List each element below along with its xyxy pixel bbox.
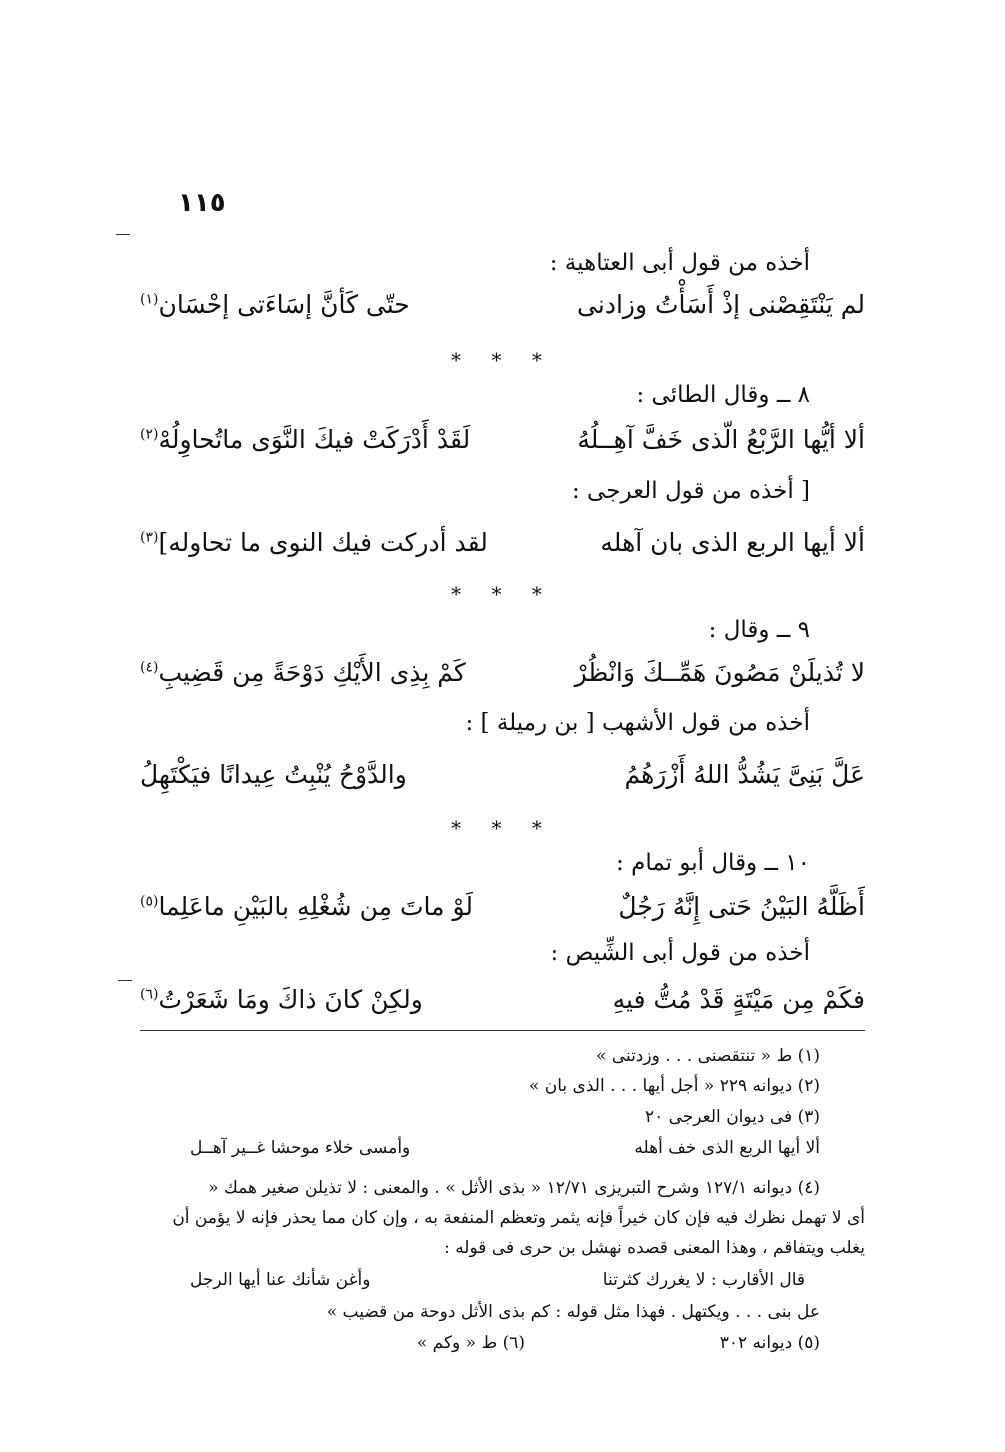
verse xyxy=(140,760,865,789)
verse-first-hemistich: فكَمْ مِن مَيْتَةٍ قَدْ مُتُّ فيهِ xyxy=(612,985,865,1014)
verse-second-hemistich xyxy=(140,425,470,454)
hemistich-text: لقد أدركت فيك النوى ما تحاوله] xyxy=(158,528,488,557)
section-heading: ١٠ ــ وقال أبو تمام : xyxy=(616,850,810,876)
footnote-3: (٣) فى ديوان العرجى ٢٠ xyxy=(644,1107,820,1127)
verse-first-hemistich: ألا أيُّها الرَّبْعُ الّذى خَفَّ آهِــلُهُ xyxy=(577,425,865,454)
section-separator: * * * xyxy=(451,816,554,840)
verse-first-hemistich: لم يَنْتَقِصْنى إذْ أَسَأْتُ وزادنى xyxy=(577,290,865,319)
footnote-1: (١) ط « تنتقصنى . . . وزدتنى » xyxy=(595,1046,820,1066)
hemistich-text: كَمْ بِذِى الأَيْكِ دَوْحَةً مِن قَضِيبِ xyxy=(158,658,466,687)
hemistich-text: لَوْ ماتَ مِن شُغْلِهِ بالبَيْنِ ماعَلِما xyxy=(158,892,473,921)
footnote-4-continued: عل بنى . . . ويكتهل . فهذا مثل قوله : كم بذى الأثل دوحة من قضيب » xyxy=(326,1302,820,1322)
verse xyxy=(140,425,865,454)
section-heading: ٨ ــ وقال الطائى : xyxy=(636,382,810,408)
footnote-rule xyxy=(140,1030,865,1031)
margin-mark xyxy=(116,234,130,235)
footnote-4-continued: يغلب ويتفاقم ، وهذا المعنى قصده نهشل بن حرى فى قوله : xyxy=(444,1238,865,1258)
footnote-4-continued: أى لا تهمل نظرك فيه فإن كان خيراً فإنه يثمر وتعظم المنفعة به ، وإن كان مما يحذر فإنه لا يؤمن أن xyxy=(172,1208,865,1228)
verse-second-hemistich: والدَّوْحُ يُنْبِتُ عِيدانًا فيَكْتَهِلُ xyxy=(140,760,407,789)
verse-second-hemistich xyxy=(140,290,410,319)
section-separator: * * * xyxy=(451,582,554,606)
footnote-verse-first: قال الأقارب : لا يغررك كثرتنا xyxy=(602,1270,805,1290)
footnote-verse-first: ألا أيها الربع الذى خف أهله xyxy=(634,1138,820,1158)
verse-second-hemistich xyxy=(140,892,473,921)
verse-second-hemistich xyxy=(140,985,423,1014)
footnote-5: (٥) ديوانه ٣٠٢ xyxy=(719,1333,820,1353)
verse xyxy=(140,892,865,921)
footnote-4: (٤) ديوانه ١٢٧/١ وشرح التبريزى ١٢/٧١ « بذى الأثل » . والمعنى : لا تذيلن صغير همك « xyxy=(208,1178,820,1198)
attribution-line: [ أخذه من قول العرجى : xyxy=(572,478,810,504)
attribution-line: أخذه من قول الأشهب [ بن رميلة ] : xyxy=(465,710,810,736)
verse-first-hemistich: أَظَلَّهُ البَيْنُ حَتى إِنَّهُ رَجُلٌ xyxy=(618,892,865,921)
margin-mark xyxy=(118,980,132,981)
footnote-2: (٢) ديوانه ٢٢٩ « أجل أيها . . . الذى بان » xyxy=(528,1076,820,1096)
hemistich-text: لَقَدْ أَدْرَكَتْ فيكَ النَّوَى ماتُحاوِلُهْ xyxy=(158,425,471,454)
attribution-line: أخذه من قول أبى الشِّيص : xyxy=(550,940,810,966)
section-separator: * * * xyxy=(451,348,554,372)
footnote-marker: (٦) xyxy=(140,986,159,1003)
footnote-marker: (٢) xyxy=(140,426,159,443)
footnote-marker: (١) xyxy=(140,291,159,308)
footnote-verse-second: وأمسى خلاء موحشا غــير آهــل xyxy=(190,1138,411,1158)
verse xyxy=(140,528,865,557)
verse xyxy=(140,985,865,1014)
footnote-6: (٦) ط « وكم » xyxy=(416,1333,525,1353)
verse-first-hemistich: ألا أيها الربع الذى بان آهله xyxy=(600,528,865,557)
verse xyxy=(140,290,865,319)
verse-first-hemistich: عَلَّ بَنِىَّ يَشُدُّ اللهُ أَزْرَهُمُ xyxy=(624,760,865,789)
footnote-verse-second: وأغن شأنك عنا أيها الرجل xyxy=(190,1270,371,1290)
footnote-marker: (٥) xyxy=(140,893,159,910)
footnote-marker: (٣) xyxy=(140,529,159,546)
verse-second-hemistich xyxy=(140,528,488,557)
verse xyxy=(140,658,865,687)
footnote-verse xyxy=(190,1270,805,1290)
verse-second-hemistich xyxy=(140,658,466,687)
footnote-marker: (٤) xyxy=(140,659,159,676)
page-number: ١١٥ xyxy=(178,188,226,218)
attribution-line: أخذه من قول أبى العتاهية : xyxy=(549,250,810,276)
hemistich-text: ولكِنْ كانَ ذاكَ ومَا شَعَرْتُ xyxy=(158,985,423,1014)
verse-first-hemistich: لا تُذيلَنْ مَصُونَ هَمِّــكَ وَانْظُرْ xyxy=(574,658,865,687)
hemistich-text: حتّى كَأنَّ إسَاءَتى إحْسَان xyxy=(158,290,410,319)
footnote-verse xyxy=(190,1138,820,1158)
section-heading: ٩ ــ وقال : xyxy=(708,617,810,643)
